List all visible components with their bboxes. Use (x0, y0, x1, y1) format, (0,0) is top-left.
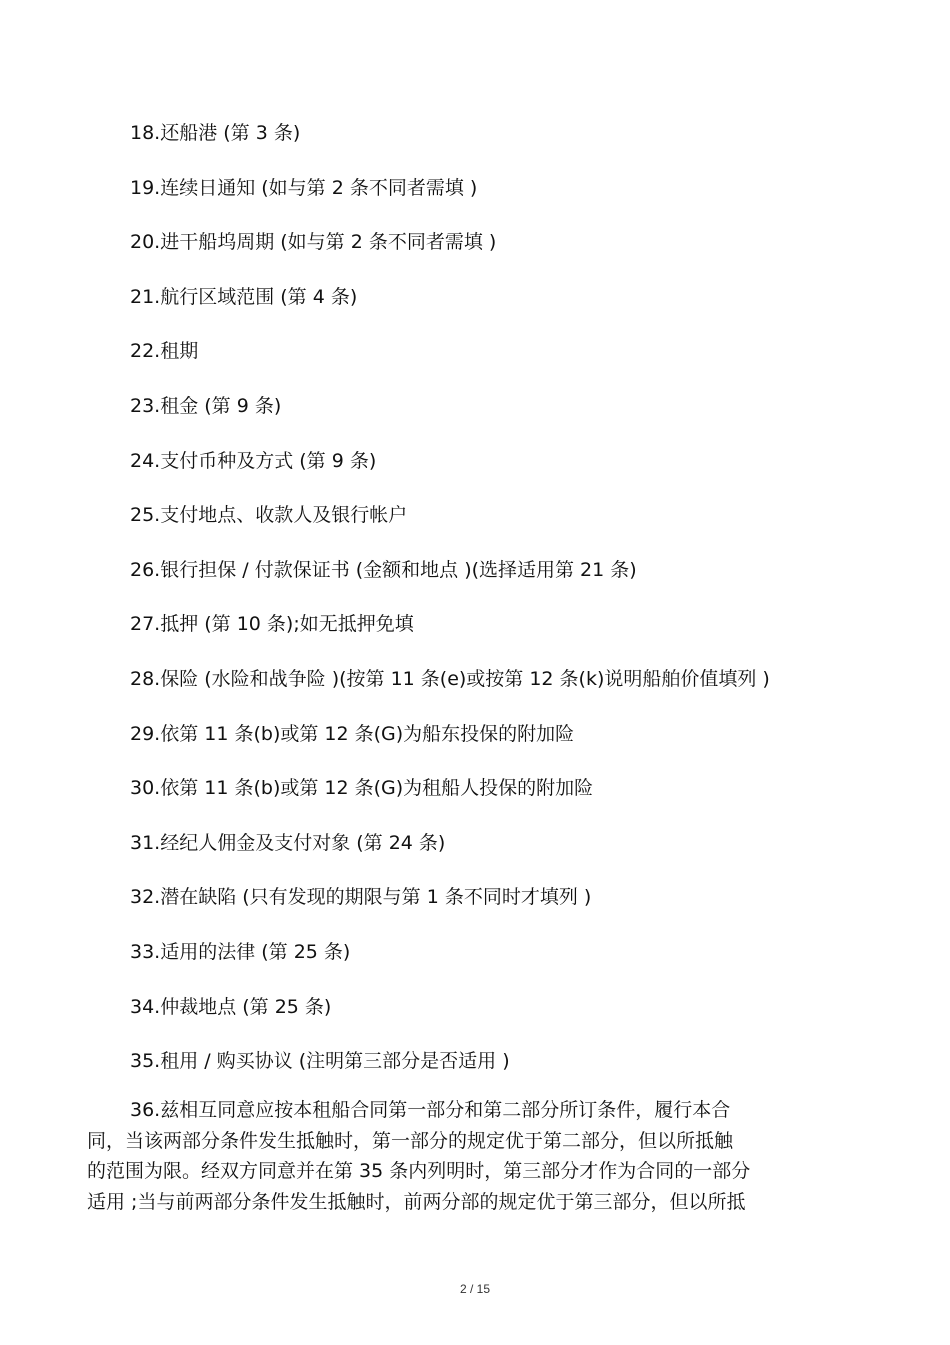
list-item: 19.连续日通知 (如与第 2 条不同者需填 ) (130, 176, 478, 199)
paragraph-line: 36.兹相互同意应按本租船合同第一部分和第二部分所订条件，履行本合 (130, 1099, 731, 1121)
list-item: 24.支付币种及方式 (第 9 条) (130, 449, 377, 472)
clause-list (130, 121, 770, 1104)
list-item: 23.租金 (第 9 条) (130, 394, 282, 417)
list-item: 21.航行区域范围 (第 4 条) (130, 285, 358, 308)
list-item: 35.租用 / 购买协议 (注明第三部分是否适用 ) (130, 1050, 510, 1073)
list-item: 27.抵押 (第 10 条);如无抵押免填 (130, 613, 414, 636)
list-item: 20.进干船坞周期 (如与第 2 条不同者需填 ) (130, 231, 497, 254)
list-item: 33.适用的法律 (第 25 条) (130, 940, 351, 963)
paragraph-line: 的范围为限。经双方同意并在第 35 条内列明时，第三部分才作为合同的一部分 (87, 1160, 751, 1182)
paragraph-line: 同，当该两部分条件发生抵触时，第一部分的规定优于第二部分，但以所抵触 (87, 1129, 734, 1152)
paragraph-line: 适用 ;当与前两部分条件发生抵触时，前两分部的规定优于第三部分，但以所抵 (87, 1190, 746, 1213)
list-item: 18.还船港 (第 3 条) (130, 122, 301, 144)
clause-36-paragraph (87, 1095, 847, 1217)
list-item: 25.支付地点、收款人及银行帐户 (130, 504, 408, 527)
list-item: 32.潜在缺陷 (只有发现的期限与第 1 条不同时才填列 ) (130, 886, 592, 909)
list-item: 31.经纪人佣金及支付对象 (第 24 条) (130, 831, 446, 854)
list-item: 26.银行担保 / 付款保证书 (金额和地点 )(选择适用第 21 条) (130, 558, 637, 581)
list-item: 34.仲裁地点 (第 25 条) (130, 995, 332, 1018)
list-item: 22.租期 (130, 340, 199, 363)
list-item: 29.依第 11 条(b)或第 12 条(G)为船东投保的附加险 (130, 722, 575, 745)
page-number: 2 / 15 (459, 1282, 491, 1296)
list-item: 28.保险 (水险和战争险 )(按第 11 条(e)或按第 12 条(k)说明船舶价值填列 ) (130, 667, 770, 690)
list-item: 30.依第 11 条(b)或第 12 条(G)为租船人投保的附加险 (130, 777, 594, 800)
